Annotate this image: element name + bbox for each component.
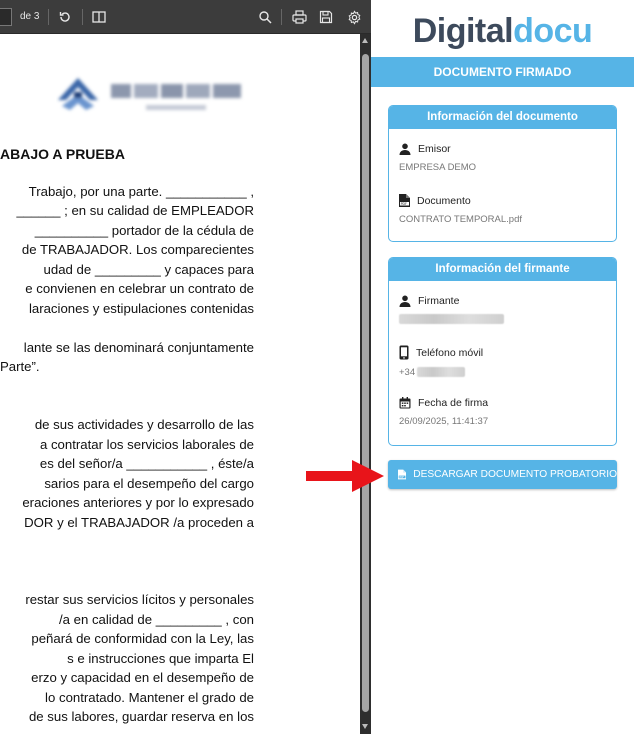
document-text-line: /a en calidad de _________ , con	[58, 611, 254, 627]
document-text-line: restar sus servicios lícitos y personales	[25, 592, 254, 608]
two-page-icon[interactable]	[89, 7, 109, 27]
document-text-line: s e instrucciones que imparta El	[67, 650, 254, 666]
document-text-line: laraciones y estipulaciones contenidas	[28, 300, 254, 316]
telefono-field	[399, 345, 483, 378]
calendar-icon	[399, 397, 411, 409]
document-text-line: e convienen en celebrar un contrato de	[25, 281, 254, 297]
document-text-line: lante se las denominará conjuntamente	[23, 339, 254, 355]
pdf-file-icon	[398, 467, 406, 482]
toolbar-divider	[281, 9, 282, 25]
fecha-label: Fecha de firma	[418, 397, 489, 409]
signer-info-header: Información del firmante	[389, 258, 616, 281]
download-button-label: DESCARGAR DOCUMENTO PROBATORIO	[413, 469, 617, 480]
fecha-field	[399, 397, 488, 427]
brand-part-digital: Digital	[412, 12, 514, 50]
svg-text:PDF: PDF	[400, 202, 407, 206]
document-text-line: sarios para el desempeño del cargo	[44, 475, 254, 491]
company-logo	[56, 72, 246, 118]
document-text-line: erzo y capacidad en el desempeño de	[31, 670, 254, 686]
save-icon[interactable]	[316, 7, 336, 27]
brand-part-docu: docu	[513, 12, 593, 50]
signed-banner: DOCUMENTO FIRMADO	[371, 57, 634, 87]
document-text-line: udad de _________ y capaces para	[43, 261, 254, 277]
toolbar-divider	[82, 9, 83, 25]
download-evidence-button[interactable]	[388, 460, 617, 489]
document-text-line: ______ ; en su calidad de EMPLEADOR	[16, 203, 254, 219]
firmante-field	[399, 295, 504, 325]
gear-icon[interactable]	[344, 7, 364, 27]
document-text-line: a contratar los servicios laborales de	[39, 436, 254, 452]
document-text-line: lo contratado. Mantener el grado de	[45, 689, 254, 705]
document-text-line: eraciones anteriores y por lo expresado	[22, 495, 254, 511]
svg-text:PDF: PDF	[399, 475, 404, 479]
pdf-toolbar	[0, 0, 371, 34]
documento-value: CONTRATO TEMPORAL.pdf	[399, 214, 522, 225]
emisor-label: Emisor	[418, 143, 451, 155]
document-info-header: Información del documento	[389, 106, 616, 129]
page-count: de 3	[20, 11, 40, 22]
scrollbar-thumb[interactable]	[362, 54, 369, 712]
mobile-phone-icon	[399, 345, 409, 360]
document-text-line: de sus labores, guardar reserva en los	[28, 709, 254, 725]
document-info-card	[388, 105, 617, 242]
documento-label: Documento	[417, 194, 471, 207]
red-arrow-icon	[306, 459, 386, 493]
page-number-input[interactable]	[0, 8, 12, 26]
document-text-line: Trabajo, por una parte. ___________ ,	[28, 184, 254, 199]
toolbar-divider	[48, 9, 49, 25]
signer-info-card	[388, 257, 617, 446]
document-title: ABAJO A PRUEBA	[0, 146, 125, 162]
document-text-line: Parte”.	[0, 359, 40, 375]
document-text-line: __________ portador de la cédula de	[34, 222, 254, 238]
scroll-up-icon[interactable]	[362, 38, 368, 43]
vertical-scrollbar[interactable]	[360, 34, 371, 734]
documento-field	[399, 194, 522, 225]
document-text-line: DOR y el TRABAJADOR /a proceden a	[24, 514, 254, 530]
print-icon[interactable]	[289, 7, 309, 27]
pdf-file-icon	[399, 194, 410, 207]
scroll-down-icon[interactable]	[362, 724, 368, 729]
telefono-value: +34	[399, 367, 483, 378]
firmante-value	[399, 314, 504, 325]
document-text-line: de sus actividades y desarrollo de las	[34, 417, 254, 433]
document-text-line: es del señor/a ___________ , éste/a	[39, 456, 254, 472]
emisor-field	[399, 143, 476, 173]
rotate-icon[interactable]	[55, 7, 75, 27]
user-icon	[399, 295, 411, 307]
search-icon[interactable]	[255, 7, 275, 27]
pdf-page	[0, 34, 360, 734]
telefono-label: Teléfono móvil	[416, 346, 484, 359]
emisor-value: EMPRESA DEMO	[399, 162, 477, 173]
firmante-label: Firmante	[418, 295, 460, 307]
user-icon	[399, 143, 411, 155]
signature-panel	[371, 0, 634, 734]
brand-logo	[371, 12, 634, 51]
document-text-line: peñará de conformidad con la Ley, las	[31, 631, 254, 647]
document-text-line: de TRABAJADOR. Los comparecientes	[21, 242, 254, 258]
fecha-value: 26/09/2025, 11:41:37	[399, 416, 489, 427]
